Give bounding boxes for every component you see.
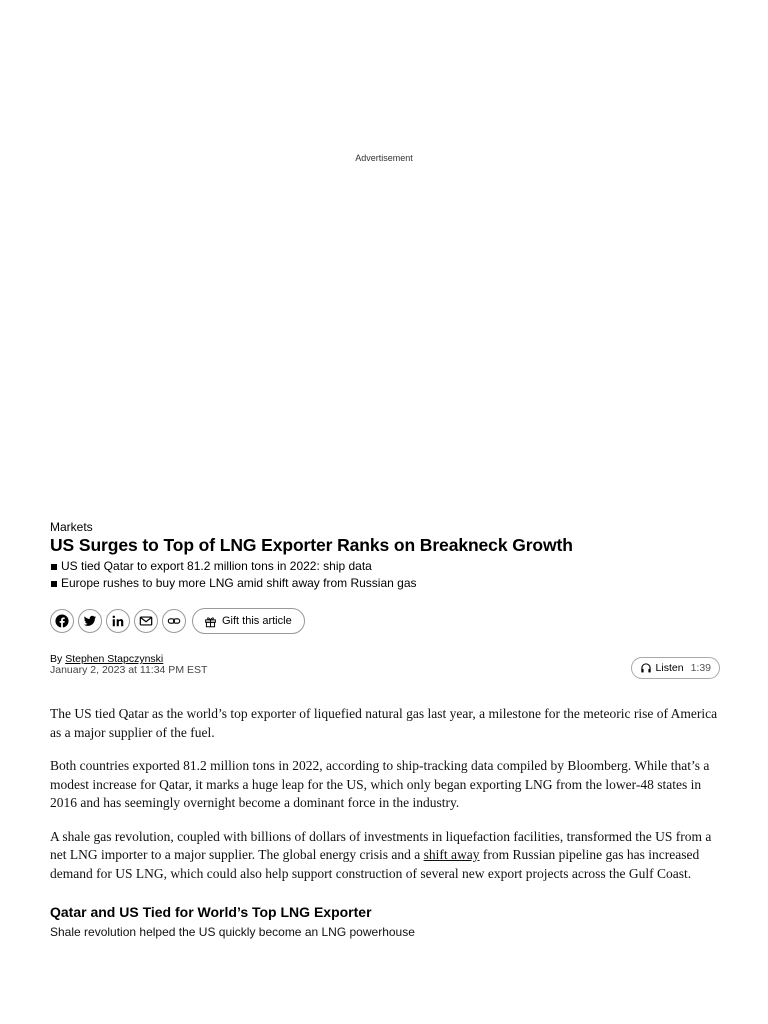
share-toolbar	[50, 608, 720, 634]
article	[50, 519, 720, 940]
byline: By Stephen Stapczynski	[50, 653, 164, 665]
headphones-icon	[640, 662, 652, 674]
facebook-icon	[55, 614, 69, 628]
share-facebook-button[interactable]	[50, 609, 74, 633]
list-item: Europe rushes to buy more LNG amid shift away from Russian gas	[50, 575, 720, 592]
summary-bullets	[50, 558, 720, 592]
paragraph: Both countries exported 81.2 million tons in 2022, according to ship-tracking data compiled by Bloomberg. While that’s a modest increase for Qatar, it marks a huge leap for the US, which only began exporting LNG from the lower-48 states in 2016 and has seemingly overnight become a dominant force in the industry.	[50, 758, 710, 810]
shift-away-link[interactable]: shift away	[423, 847, 480, 862]
link-icon	[167, 614, 181, 628]
bullet-square-icon	[51, 564, 57, 570]
listen-button[interactable]	[631, 657, 720, 679]
author-link[interactable]: Stephen Stapczynski	[65, 653, 164, 665]
advertisement-label: Advertisement	[355, 153, 413, 163]
linkedin-icon	[111, 614, 125, 628]
share-email-button[interactable]	[134, 609, 158, 633]
share-twitter-button[interactable]	[78, 609, 102, 633]
share-linkedin-button[interactable]	[106, 609, 130, 633]
twitter-icon	[83, 614, 97, 628]
paragraph: A shale gas revolution, coupled with billions of dollars of investments in liquefaction facilities, transformed the US from a net LNG importer to a major supplier. The global energy crisis and a shift away from Russian pipeline gas has increased demand for US LNG, which could also help support construction of several new export projects across the Gulf Coast.	[50, 828, 712, 881]
article-body	[50, 705, 720, 883]
chart-subtitle: Shale revolution helped the US quickly become an LNG powerhouse	[50, 925, 415, 939]
listen-duration: 1:39	[690, 662, 711, 674]
email-icon	[139, 614, 153, 628]
listen-label: Listen	[655, 662, 684, 674]
chart-title: Qatar and US Tied for World’s Top LNG Exporter	[50, 904, 372, 920]
bullet-square-icon	[51, 581, 57, 587]
byline-row	[50, 653, 720, 681]
section-kicker[interactable]: Markets	[50, 520, 93, 534]
article-headline: US Surges to Top of LNG Exporter Ranks on Breakneck Growth	[50, 535, 573, 555]
paragraph: The US tied Qatar as the world’s top exporter of liquefied natural gas last year, a milestone for the meteoric rise of America as a major supplier of the fuel.	[50, 706, 718, 740]
gift-icon	[204, 615, 217, 628]
copy-link-button[interactable]	[162, 609, 186, 633]
publish-date: January 2, 2023 at 11:34 PM EST	[50, 664, 208, 676]
gift-article-button[interactable]	[192, 608, 305, 634]
list-item: US tied Qatar to export 81.2 million tons in 2022: ship data	[50, 558, 720, 575]
gift-article-label: Gift this article	[222, 615, 292, 627]
